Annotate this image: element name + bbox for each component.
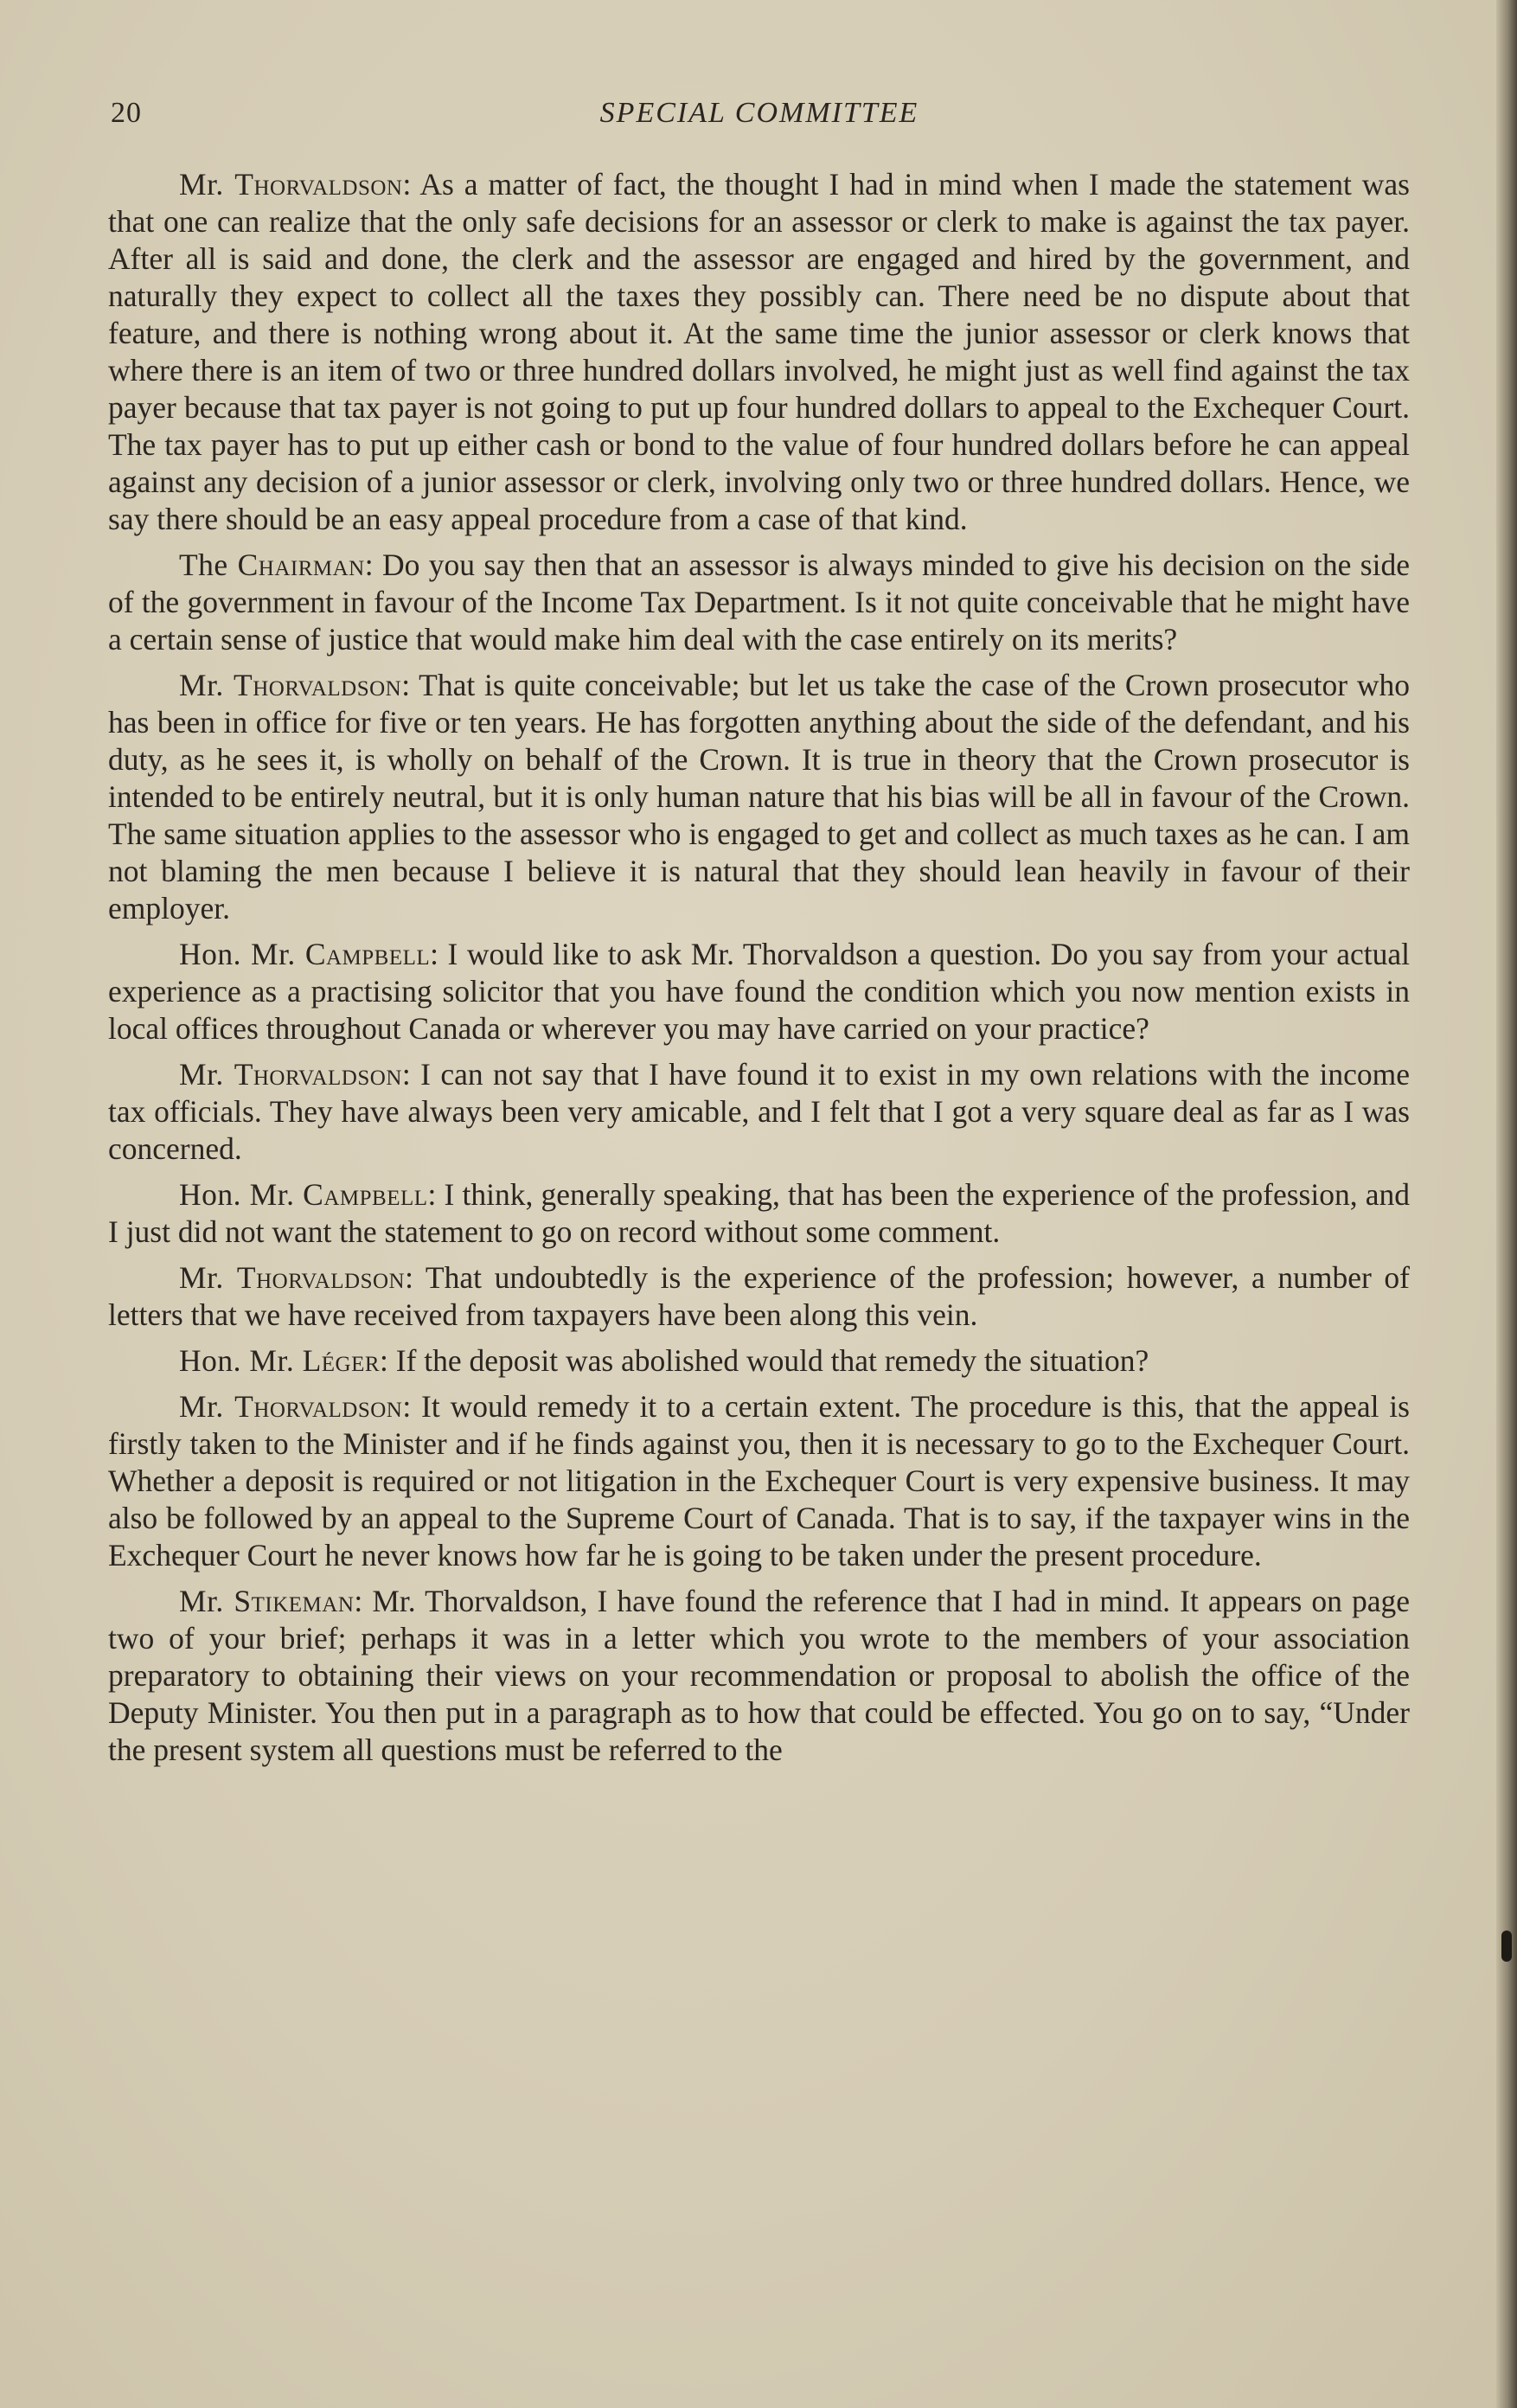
speaker-title: Hon. Mr. [179, 937, 305, 971]
speaker-title: Mr. [179, 668, 234, 702]
transcript-paragraph [108, 166, 1410, 538]
speaker-name: Thorvaldson [234, 1389, 403, 1424]
page-header [111, 97, 1408, 138]
speaker-name: Chairman [237, 548, 365, 582]
paragraph-text: : I would like to ask Mr. Thorvaldson a question. Do you say from your actual experience as a practising solicitor that you have found the condition which you now mention exists in local offices throughout Canada or wherever you may have carried on your practice? [108, 937, 1410, 1046]
transcript-paragraph [108, 1056, 1410, 1168]
running-head: SPECIAL COMMITTEE [599, 97, 919, 129]
speaker-title: Mr. [179, 1057, 234, 1092]
speaker-title: Mr. [179, 1260, 237, 1295]
speaker-title: Hon. Mr. [179, 1343, 303, 1378]
speaker-name: Stikeman [234, 1584, 355, 1618]
paragraph-text: : Do you say then that an assessor is always minded to give his decision on the side of the government in favour of the Income Tax Department. Is it not quite conceivable that he might have a certain sense of justice that would make him deal with the case entirely on its merits? [108, 548, 1410, 656]
transcript-paragraph [108, 667, 1410, 927]
speaker-name: Campbell [304, 937, 431, 971]
transcript-paragraph [108, 1176, 1410, 1251]
speaker-title: Mr. [179, 1584, 234, 1618]
speaker-title: Mr. [179, 167, 235, 202]
page-binding-edge [1496, 0, 1517, 2408]
paragraph-text: : As a matter of fact, the thought I had in mind when I made the statement was that one can realize that the only safe decisions for an assessor or clerk to make is against the tax payer. After all is said and done, the clerk and the assessor are engaged and hired by the government, and naturally they expect to collect all the taxes they possibly can. There need be no dispute about that feature, and there is nothing wrong about it. At the same time the junior assessor or clerk knows that where there is an item of two or three hundred dollars involved, he might just as well find against the tax payer because that tax payer is not going to put up four hundred dollars to appeal to the Exchequer Court. The tax payer has to put up either cash or bond to the value of four hundred dollars before he can appeal against any decision of a junior assessor or clerk, involving only two or three hundred dollars. Hence, we say there should be an easy appeal procedure from a case of that kind. [108, 167, 1411, 536]
page-number: 20 [111, 97, 142, 129]
transcript-paragraph [108, 547, 1410, 658]
speaker-name: Léger [302, 1343, 381, 1378]
paragraph-text: : It would remedy it to a certain extent. The procedure is this, that the appeal is firstly taken to the Minister and if he finds against you, then it is necessary to go to the Exchequer Court. Whether a deposit is required or not litigation in the Exchequer Court is very expensive business. It may also be followed by an appeal to the Supreme Court of Canada. That is to say, if the taxpayer wins in the Exchequer Court he never knows how far he is going to be taken under the present procedure. [108, 1389, 1410, 1572]
speaker-title: Hon. Mr. [179, 1177, 304, 1212]
page-edge-mark [1501, 1931, 1512, 1962]
speaker-name: Thorvaldson [236, 1260, 406, 1295]
transcript-body [108, 166, 1410, 1777]
transcript-paragraph [108, 1583, 1410, 1769]
transcript-paragraph [108, 936, 1410, 1047]
paragraph-text: : That undoubtedly is the experience of the profession; however, a number of letters that we have received from taxpayers have been along this vein. [108, 1260, 1410, 1332]
paragraph-text: : Mr. Thorvaldson, I have found the reference that I had in mind. It appears on page two of your brief; perhaps it was in a letter which you wrote to the members of your association preparatory to obtaining their views on your recommendation or proposal to abolish the office of the Deputy Minister. You then put in a paragraph as to how that could be effected. You go on to say, “Under the present system all questions must be referred to the [108, 1584, 1410, 1767]
speaker-name: Thorvaldson [234, 1057, 402, 1092]
paragraph-text: : If the deposit was abolished would that remedy the situation? [380, 1343, 1149, 1378]
speaker-name: Campbell [303, 1177, 428, 1212]
transcript-paragraph [108, 1342, 1410, 1380]
speaker-name: Thorvaldson [234, 167, 403, 202]
paragraph-text: : That is quite conceivable; but let us take the case of the Crown prosecutor who has been in office for five or ten years. He has forgotten anything about the side of the defendant, and his duty, as he sees it, is wholly on behalf of the Crown. It is true in theory that the Crown prosecutor is intended to be entirely neutral, but it is only human nature that his bias will be all in favour of the Crown. The same situation applies to the assessor who is engaged to get and collect as much taxes as he can. I am not blaming the men because I believe it is natural that they should lean heavily in favour of their employer. [108, 668, 1410, 925]
paragraph-text: : I think, generally speaking, that has been the experience of the profession, and I just did not want the statement to go on record without some comment. [108, 1177, 1410, 1249]
speaker-name: Thorvaldson [234, 668, 402, 702]
speaker-title: Mr. [179, 1389, 235, 1424]
speaker-title: The [179, 548, 238, 582]
transcript-paragraph [108, 1388, 1410, 1574]
paragraph-text: : I can not say that I have found it to exist in my own relations with the income tax officials. They have always been very amicable, and I felt that I got a very square deal as far as I was concerned. [108, 1057, 1410, 1166]
transcript-paragraph [108, 1259, 1410, 1334]
